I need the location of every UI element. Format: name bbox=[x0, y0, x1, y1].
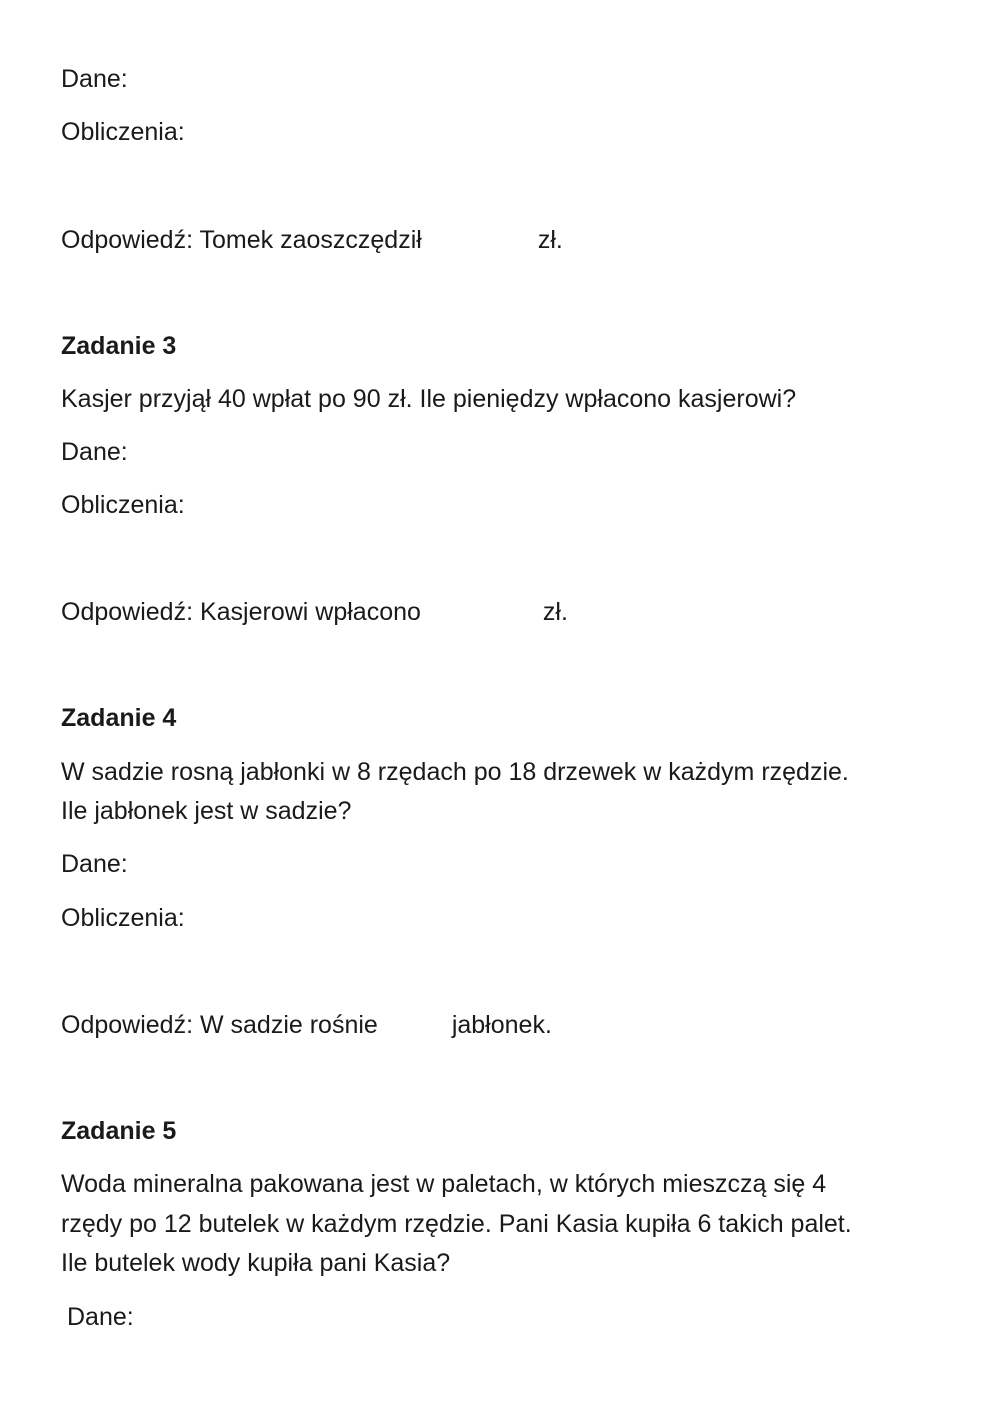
answer-suffix: zł. bbox=[537, 226, 563, 254]
answer-blank[interactable] bbox=[378, 1014, 452, 1038]
task-text-line: W sadzie rosną jabłonki w 8 rzędach po 18 drzewek w każdym rzędzie. bbox=[61, 758, 849, 786]
dane-label: Dane: bbox=[61, 850, 128, 878]
answer-line bbox=[61, 597, 568, 627]
answer-prefix: Odpowiedź: W sadzie rośnie bbox=[61, 1011, 378, 1039]
task-text-line: rzędy po 12 butelek w każdym rzędzie. Pani Kasia kupiła 6 takich palet. bbox=[61, 1210, 852, 1238]
dane-label: Dane: bbox=[61, 65, 128, 93]
obliczenia-label: Obliczenia: bbox=[61, 904, 185, 932]
dane-label: Dane: bbox=[67, 1303, 134, 1331]
answer-blank[interactable] bbox=[421, 601, 543, 625]
answer-suffix: zł. bbox=[542, 598, 568, 626]
dane-label: Dane: bbox=[61, 438, 128, 466]
obliczenia-label: Obliczenia: bbox=[61, 491, 185, 519]
task-text-line: Ile jabłonek jest w sadzie? bbox=[61, 797, 352, 825]
obliczenia-label: Obliczenia: bbox=[61, 118, 185, 146]
answer-line bbox=[61, 1010, 552, 1040]
task-title: Zadanie 5 bbox=[61, 1117, 177, 1145]
answer-prefix: Odpowiedź: Kasjerowi wpłacono bbox=[61, 598, 421, 626]
answer-prefix: Odpowiedź: Tomek zaoszczędził bbox=[61, 226, 422, 254]
answer-blank[interactable] bbox=[422, 229, 538, 253]
answer-line bbox=[61, 225, 563, 255]
task-text-line: Ile butelek wody kupiła pani Kasia? bbox=[61, 1249, 451, 1277]
answer-suffix: jabłonek. bbox=[451, 1011, 552, 1039]
task-text: Kasjer przyjął 40 wpłat po 90 zł. Ile pieniędzy wpłacono kasjerowi? bbox=[61, 385, 797, 413]
task-text-line: Woda mineralna pakowana jest w paletach, w których mieszczą się 4 bbox=[61, 1170, 827, 1198]
task-title: Zadanie 3 bbox=[61, 332, 177, 360]
task-title: Zadanie 4 bbox=[61, 704, 177, 732]
